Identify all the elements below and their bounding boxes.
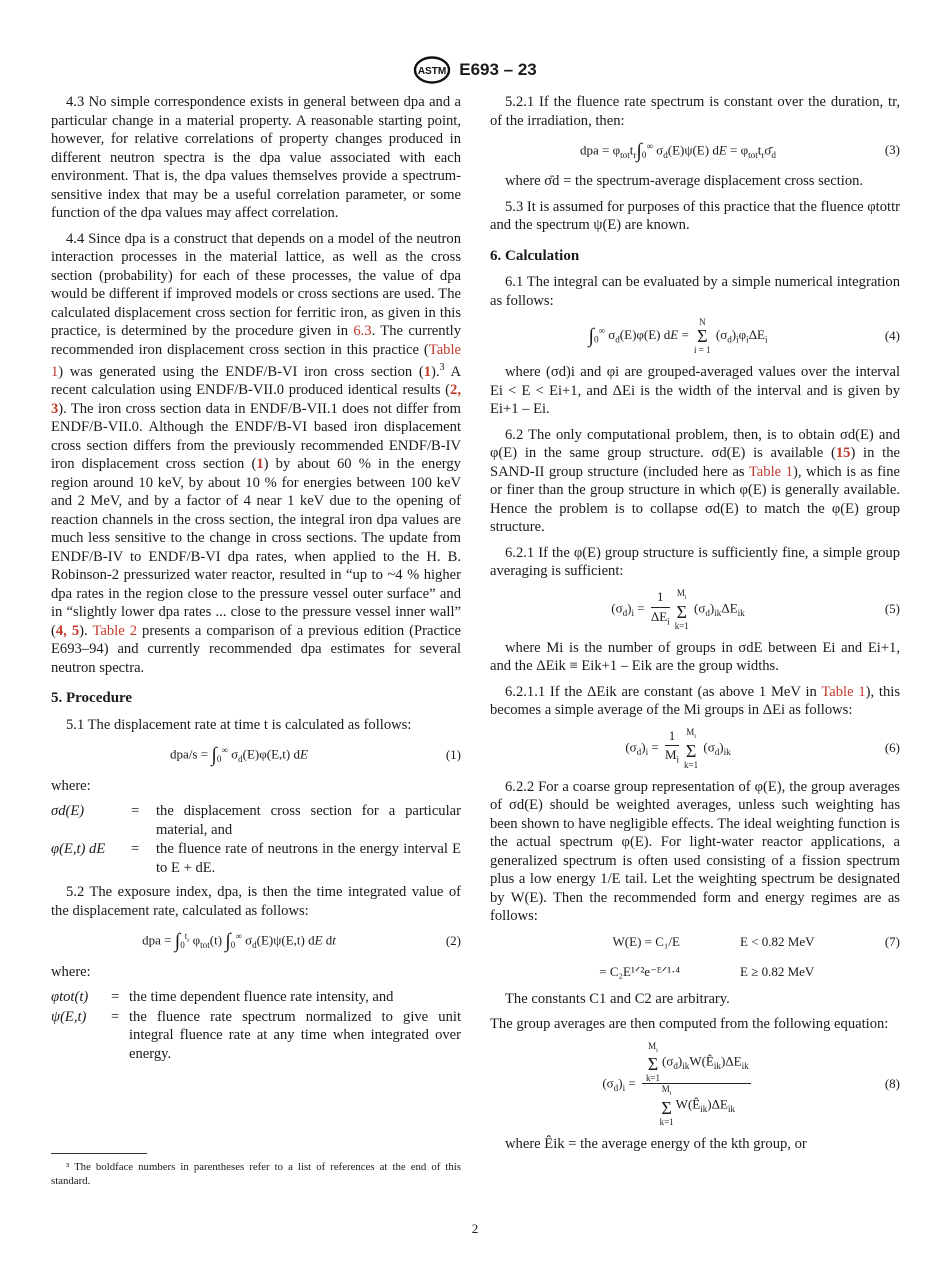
para-5-2: 5.2 The exposure index, dpa, is then the time integrated value of the displacement rate, calculated as follows: <box>51 884 461 919</box>
equation-8: $(\sigma_d)_i$ = $M_i$ Σ k=1 $(\sigma_d)_{ik}W(Ê_{ik})\Delta E_{ik}$ $M_i$ Σ k=1 $W(Ê_{ik})\Delta E_{ik}$ (8) <box>602 1040 900 1128</box>
definition-item: φtot(t) = the time dependent fluence rate intensity, and <box>51 989 394 1006</box>
link-ref-15[interactable]: 15 <box>835 445 851 462</box>
para-6-2: 6.2 The only computational problem, then, is to obtain σd(E) and φ(E) in the same group structure. σd(E) is available (15) in the SAND-II group structure (included here as Table 1), which is as fine or finer than the group structure in which φ(E) is generally available. Hence the problem is to collapse σd(E) to match the φ(E) group structure. <box>490 426 900 536</box>
link-ref-4-5[interactable]: 4, 5 <box>55 622 80 639</box>
para-group-averages: The group averages are then computed from the following equation: <box>490 1016 889 1033</box>
standard-code: E693 – 23 <box>459 60 537 79</box>
equation-2: dpa = $\int_0^{t_r}$ $\varphi_{tot}(t)$ $\int_0^\infty$ $\sigma_d(E)\psi(E,t)$ dE dt (2) <box>142 930 461 953</box>
left-column <box>51 93 461 1069</box>
page-number: 2 <box>471 1221 479 1236</box>
para-6-2-2: 6.2.2 For a coarse group representation of φ(E), the group averages of σd(E) should be weighted averages, unless such weighting has been shown to have negligible effects. The ideal weighting function is the actual spectrum φ(E). For light-water reactor applications, a generalized spectrum is often used consisting of a fission spectrum plus a low energy 1/E tail. Let the weighting spectrum be designated by W(E). Then the recommended form and energy regimes are as follows: <box>490 778 900 925</box>
equation-7: W(E) = C₁/E E < 0.82 MeV (7) = C₂E¹ᐟ²e⁻ᴱᐟ¹·⁴ E ≥ 0.82 MeV <box>599 933 900 980</box>
link-ref-1[interactable]: 1 <box>423 363 431 380</box>
para-where-4: where (σd)i and φi are grouped-averaged values over the interval Ei < E < Ei+1, and ΔEi is the width of the interval and is given by Ei+1 – Ei. <box>490 364 900 418</box>
para-6-2-1-1: 6.2.1.1 If the ΔEik are constant (as above 1 MeV in Table 1), this becomes a simple average of the Mi groups in ΔEi as follows: <box>490 683 900 719</box>
link-ref-1b[interactable]: 1 <box>256 456 264 473</box>
para-5-1: 5.1 The displacement rate at time t is calculated as follows: <box>66 716 412 733</box>
definition-item: φ(E,t) dE = the fluence rate of neutrons in the energy interval E to E + dE. <box>51 841 461 876</box>
definition-item: σd(E) = the displacement cross section for a particular material, and <box>51 803 461 838</box>
para-4-3: 4.3 No simple correspondence exists in general between dpa and a particular change in a material property. A reasonable starting point, however, for relative correlations of property changes produced in different neutron spectra is the dpa value associated with each environment. That is, the dpa values themselves provide a spectrum-sensitive index that may be a useful correlation parameter, or some function of the dpa values may affect correlation. <box>51 94 461 221</box>
link-table-1-right-b[interactable]: Table 1 <box>821 683 866 700</box>
link-section-6-3[interactable]: 6.3 <box>353 323 372 339</box>
equation-1: $dpa/s = \int_0^\infty$ $\sigma_d(E)\varphi(E,t)$ dE (1) <box>170 744 461 767</box>
para-6-2-1: 6.2.1 If the φ(E) group structure is sufficiently fine, a simple group averaging is sufficient: <box>490 544 900 580</box>
link-table-2[interactable]: Table 2 <box>92 622 138 639</box>
definitions-1 <box>51 802 461 877</box>
equation-3: dpa = $\varphi_{tot}t_r\int_0^\infty$ $\sigma_d(E)\psi(E)$ dE = $\varphi_{tot}t_r\sigmā_d$ (3) <box>580 140 900 163</box>
para-4-4: 4.4 Since dpa is a construct that depends on a model of the neutron interaction processes in the material lattice, as well as the cross section (probability) for each of these processes, the value of dpa would be different if improved models or cross sections are used. The calculated displacement cross section for ferritic iron, as given in this practice, is determined by the procedure given in 6.3. The currently recommended iron displacement cross section in this practice (Table 1) was generated using the ENDF/B-VI iron cross section (1).$^3$ A recent calculation using ENDF/B-VII.0 produced identical results (2, 3). The iron cross section data in ENDF/B-VII.1 does not differ from ENDF/B-VII.0. Although the ENDF/B-VI based iron displacement cross section differs from the previously recommended ENDF/B-IV iron displacement cross section (1) by about 60 % in the energy region around 10 keV, by about 10 % for energies between 100 keV and 2 MeV, and by a factor of 4 near 1 keV due to the opening of reaction channels in the cross section, the integral iron dpa values are much less sensitive to the change in cross sections. The update from ENDF/B-IV to ENDF/B-VI dpa rates, when applied to the H. B. Robinson-2 pressurized water reactor, resulted in “up to ~4 % higher dpa rates in the region close to the pressure vessel outer surface” and in “slightly lower dpa rates ... close to the pressure vessel inner wall” (4, 5). Table 2 presents a comparison of a previous edition (Practice E693–94) and currently recommended dpa estimates for several neutron spectra. <box>51 230 462 676</box>
section-5-heading: 5. Procedure <box>51 690 133 707</box>
para-where-8: where Êik = the average energy of the kth group, or <box>505 1136 807 1153</box>
page-header <box>0 56 950 84</box>
definition-item: ψ(E,t) = the fluence rate spectrum normalized to give unit integral fluence rate at any time when integrated over energy. <box>51 1008 461 1062</box>
right-column <box>490 93 900 1161</box>
footnote-3: ³ The boldface numbers in parentheses refer to a list of references at the end of this standard. <box>51 1161 461 1187</box>
equation-4: $\int_0^\infty$ $\sigma_d(E)\varphi(E)$ dE = N Σ i = 1 $(\sigma_d)_i\varphi_i\Delta E_i$ (4) <box>588 317 900 356</box>
footnote-mark: 3 <box>439 362 445 373</box>
para-where-3: where σ̄d = the spectrum-average displacement cross section. <box>505 173 864 190</box>
para-where-5: where Mi is the number of groups in σdE between Ei and Ei+1, and the ΔEik ≡ Eik+1 – Eik are the group widths. <box>490 639 900 675</box>
para-5-3: 5.3 It is assumed for purposes of this practice that the fluence φtottr and the spectrum ψ(E) are known. <box>490 198 900 234</box>
equation-5: $(\sigma_d)_i$ = $\frac{1}{\Delta E_i}$ $M_i$ Σ k=1 $(\sigma_d)_{ik}\Delta E_{ik}$ (5) <box>611 587 900 631</box>
where-1: where: <box>51 777 91 794</box>
footnote-divider <box>51 1153 147 1154</box>
para-6-1: 6.1 The integral can be evaluated by a simple numerical integration as follows: <box>490 274 900 309</box>
link-table-1-right[interactable]: Table 1 <box>748 463 793 480</box>
definitions-2 <box>51 988 461 1063</box>
para-constants: The constants C1 and C2 are arbitrary. <box>505 990 730 1007</box>
where-2: where: <box>51 963 91 980</box>
para-5-2-1: 5.2.1 If the fluence rate spectrum is constant over the duration, tr, of the irradiation, then: <box>490 94 900 129</box>
svg-text:ASTM: ASTM <box>418 66 447 77</box>
equation-6: $(\sigma_d)_i$ = $\frac{1}{M_i}$ $M_i$ Σ k=1 $(\sigma_d)_{ik}$ (6) <box>625 726 900 770</box>
section-6-heading: 6. Calculation <box>490 247 580 264</box>
astm-logo-icon <box>413 56 451 84</box>
link-ref-2-3[interactable]: 2, 3 <box>51 382 461 417</box>
link-table-1[interactable]: Table 1 <box>51 341 461 380</box>
